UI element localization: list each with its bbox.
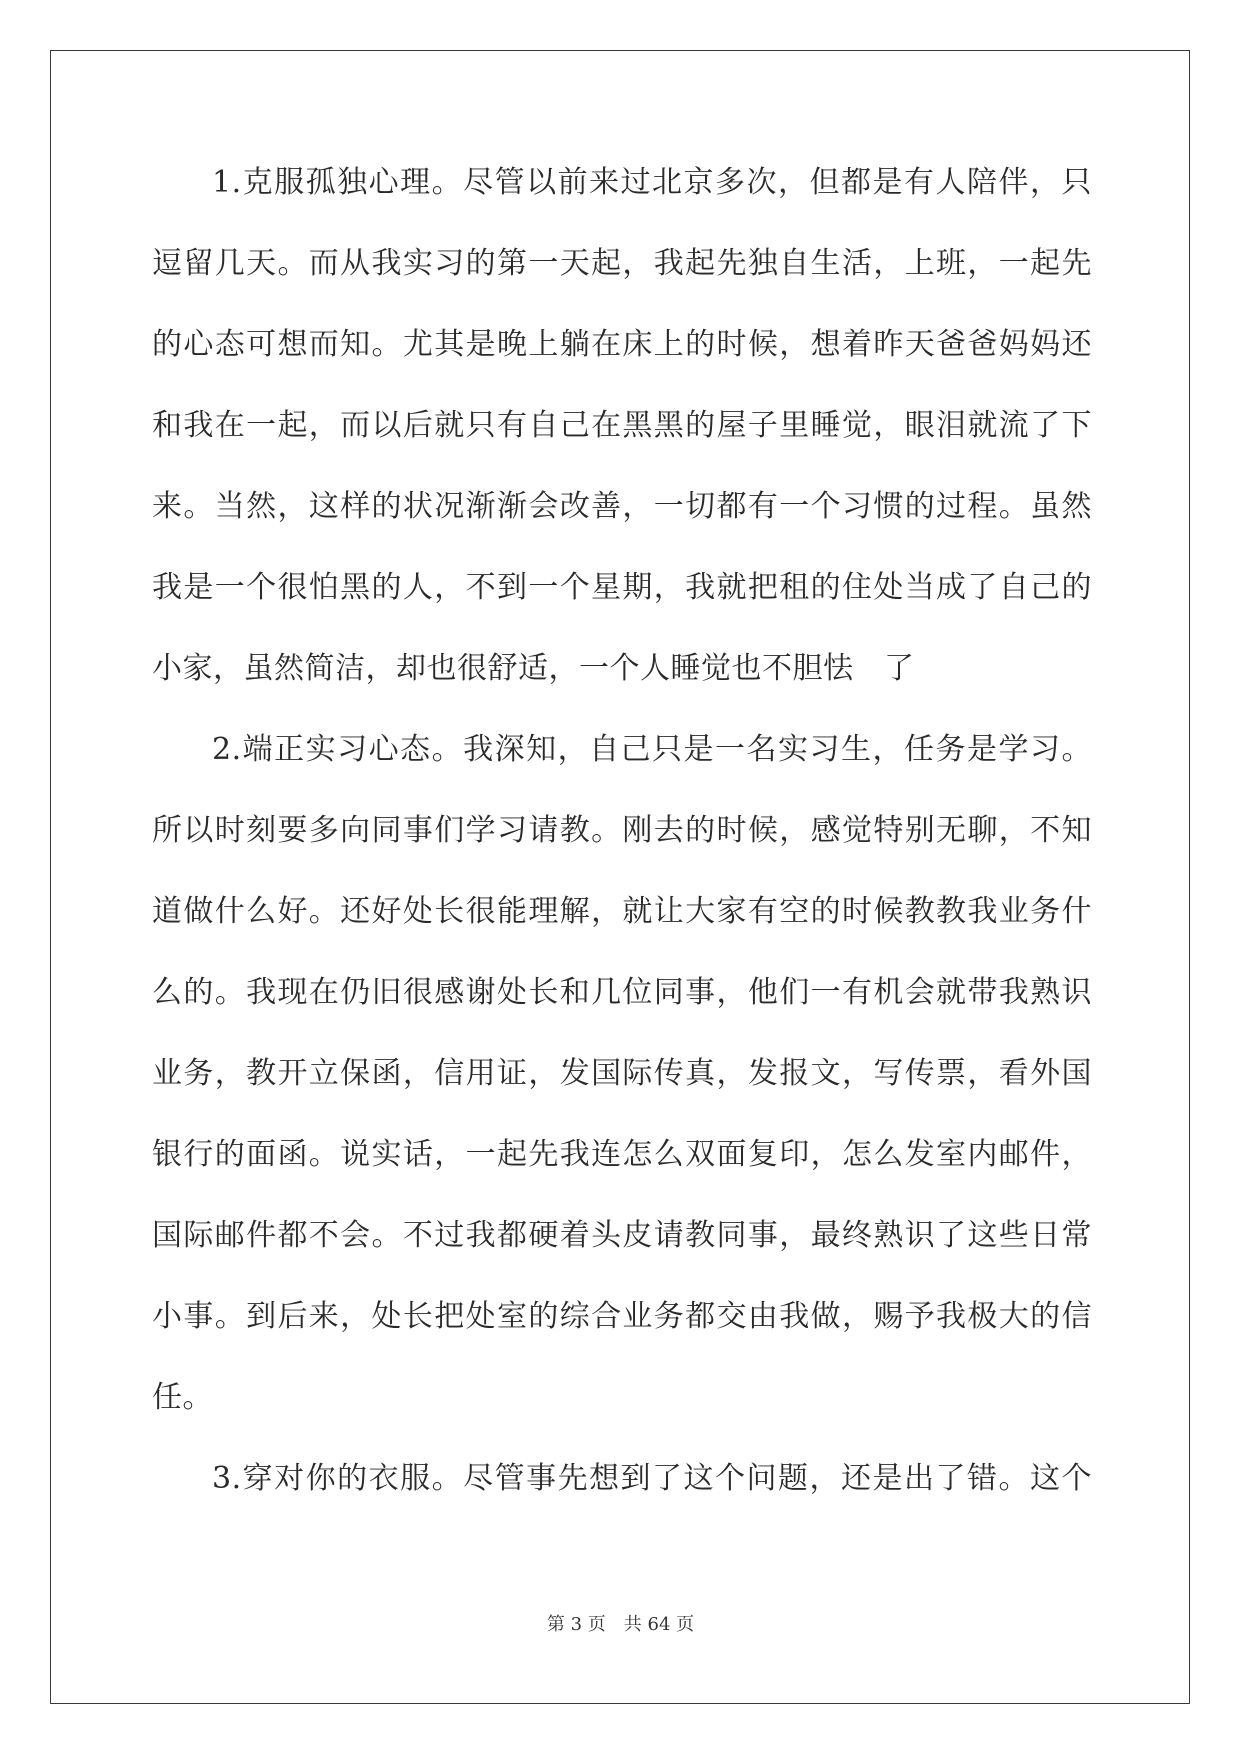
paragraph-1-line-1: 1.克服孤独心理。尽管以前来过北京多次，但都是有人陪伴，只 (212, 165, 1092, 200)
paragraph-1-line-5: 来。当然，这样的状况渐渐会改善，一切都有一个习惯的过程。虽然 (152, 489, 1092, 524)
paragraph-2-line-7: 国际邮件都不会。不过我都硬着头皮请教同事，最终熟识了这些日常 (152, 1218, 1092, 1253)
paragraph-2-line-1: 2.端正实习心态。我深知，自己只是一名实习生，任务是学习。 (212, 732, 1092, 767)
paragraph-1-line-3: 的心态可想而知。尤其是晚上躺在床上的时候，想着昨天爸爸妈妈还 (152, 327, 1092, 362)
page-border (50, 50, 1190, 1704)
paragraph-1-line-7: 小家，虽然简洁，却也很舒适，一个人睡觉也不胆怯 了 (152, 651, 915, 686)
paragraph-2-line-3: 道做什么好。还好处长很能理解，就让大家有空的时候教教我业务什 (152, 894, 1092, 929)
paragraph-2-line-2: 所以时刻要多向同事们学习请教。刚去的时候，感觉特别无聊，不知 (152, 813, 1092, 848)
paragraph-2-line-9: 任。 (152, 1380, 213, 1415)
paragraph-2-line-5: 业务，教开立保函，信用证，发国际传真，发报文，写传票，看外国 (152, 1056, 1092, 1091)
paragraph-1-line-6: 我是一个很怕黑的人，不到一个星期，我就把租的住处当成了自己的 (152, 570, 1092, 605)
paragraph-3-line-1: 3.穿对你的衣服。尽管事先想到了这个问题，还是出了错。这个 (212, 1461, 1092, 1496)
page-number: 第 3 页 共 64 页 (546, 1614, 695, 1635)
paragraph-2-line-4: 么的。我现在仍旧很感谢处长和几位同事，他们一有机会就带我熟识 (152, 975, 1092, 1010)
paragraph-1-line-4: 和我在一起，而以后就只有自己在黑黑的屋子里睡觉，眼泪就流了下 (152, 408, 1092, 443)
paragraph-1-line-2: 逗留几天。而从我实习的第一天起，我起先独自生活，上班，一起先 (152, 246, 1092, 281)
paragraph-2-line-6: 银行的面函。说实话，一起先我连怎么双面复印，怎么发室内邮件， (152, 1137, 1092, 1172)
paragraph-2-line-8: 小事。到后来，处长把处室的综合业务都交由我做，赐予我极大的信 (152, 1299, 1092, 1334)
